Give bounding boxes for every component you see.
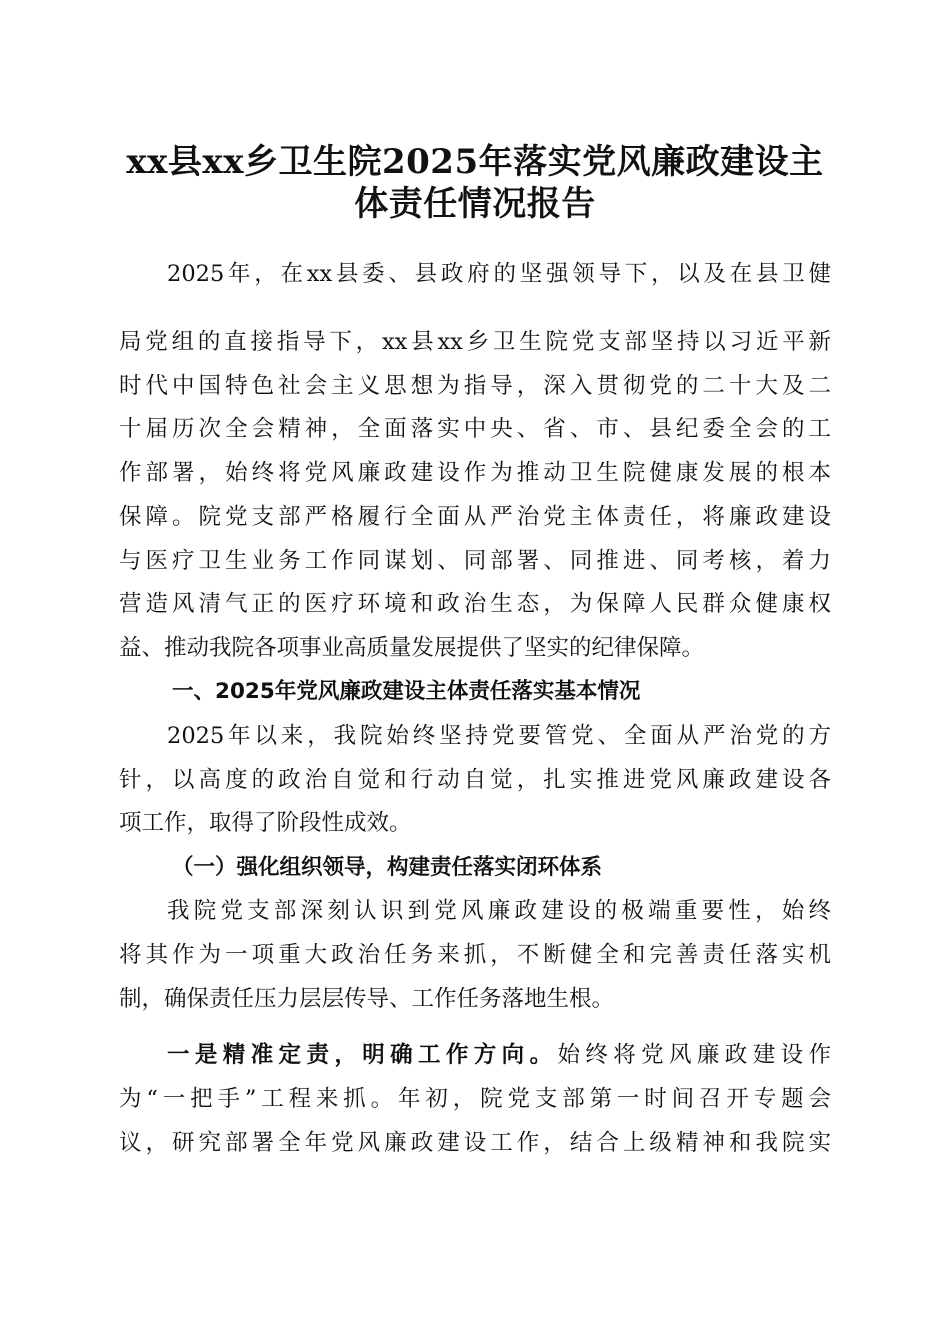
paragraph-1-line-8: 营造风清气正的医疗环境和政治生态，为保障人民群众健康权	[119, 591, 831, 617]
paragraph-3-line-1: 我院党支部深刻认识到党风廉政建设的极端重要性，始终	[167, 898, 831, 924]
paragraph-1-line-7: 与医疗卫生业务工作同谋划、同部署、同推进、同考核，着力	[119, 548, 831, 574]
paragraph-1-line-6: 保障。院党支部严格履行全面从严治党主体责任，将廉政建设	[119, 504, 831, 530]
paragraph-2-line-3: 项工作，取得了阶段性成效。	[119, 810, 412, 836]
document-title-line-1: xx县xx乡卫生院2025年落实党风廉政建设主	[126, 142, 824, 182]
paragraph-2-line-1: 2025年以来，我院始终坚持党要管党、全面从严治党的方	[167, 723, 831, 749]
paragraph-3-line-3: 制，确保责任压力层层传导、工作任务落地生根。	[119, 986, 615, 1012]
paragraph-2-line-2: 针，以高度的政治自觉和行动自觉，扎实推进党风廉政建设各	[119, 767, 831, 793]
paragraph-1-line-4: 十届历次全会精神，全面落实中央、省、市、县纪委全会的工	[119, 416, 831, 442]
section-heading-1: 一、2025年党风廉政建设主体责任落实基本情况	[172, 679, 641, 704]
subsection-heading-1: （一）强化组织领导，构建责任落实闭环体系	[172, 855, 603, 880]
paragraph-4-line-3: 议，研究部署全年党风廉政建设工作，结合上级精神和我院实	[119, 1130, 831, 1156]
paragraph-4-line-1	[167, 1035, 831, 1075]
paragraph-1-line-1: 2025年，在xx县委、县政府的坚强领导下，以及在县卫健	[167, 261, 831, 287]
document-title-line-2: 体责任情况报告	[354, 184, 596, 224]
paragraph-4-first-rest: 始终将党风廉政建设作	[557, 1042, 831, 1068]
paragraph-1-line-5: 作部署，始终将党风廉政建设作为推动卫生院健康发展的根本	[119, 460, 831, 486]
paragraph-3-line-2: 将其作为一项重大政治任务来抓，不断健全和完善责任落实机	[119, 942, 831, 968]
paragraph-1-line-9: 益、推动我院各项事业高质量发展提供了坚实的纪律保障。	[119, 635, 705, 661]
paragraph-4-lead: 一是精准定责，明确工作方向。	[167, 1042, 558, 1068]
paragraph-1-line-2: 局党组的直接指导下，xx县xx乡卫生院党支部坚持以习近平新	[119, 329, 831, 355]
paragraph-1-line-3: 时代中国特色社会主义思想为指导，深入贯彻党的二十大及二	[119, 373, 831, 399]
paragraph-4-line-2: 为“一把手”工程来抓。年初，院党支部第一时间召开专题会	[119, 1086, 831, 1112]
